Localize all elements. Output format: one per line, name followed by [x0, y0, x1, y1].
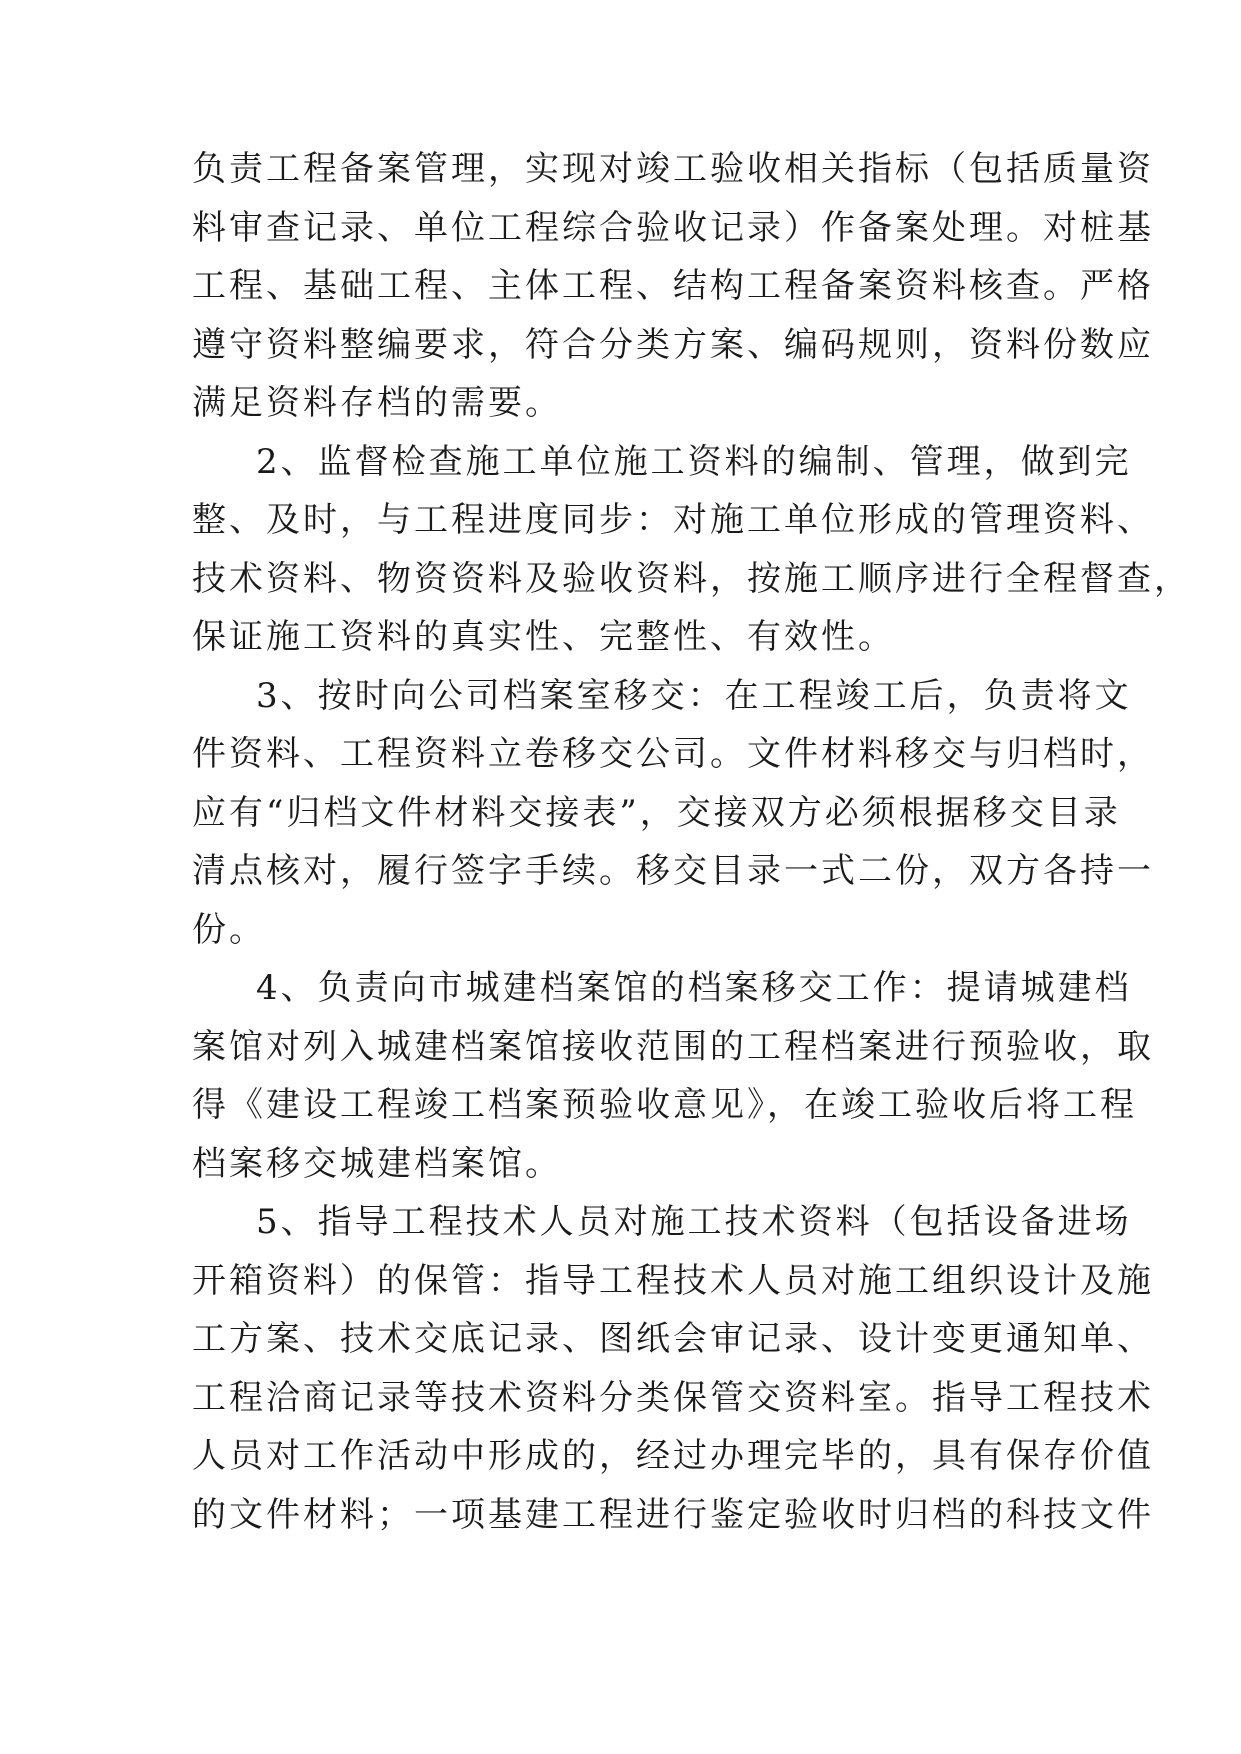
- paragraph-5-first-line: 5、指导工程技术人员对施工技术资料（包括设备进场: [256, 1202, 1132, 1242]
- paragraph-4-first-line: 4、负责向市城建档案馆的档案移交工作：提请城建档: [256, 968, 1132, 1008]
- text-line: 案馆对列入城建档案馆接收范围的工程档案进行预验收，取: [192, 1026, 1154, 1067]
- text-line: 得《建设工程竣工档案预验收意见》，在竣工验收后将工程: [192, 1085, 1137, 1125]
- text-line: 技术资料、物资资料及验收资料，按施工顺序进行全程督查，: [192, 558, 1191, 599]
- body-text: [192, 140, 1191, 1544]
- text-line: 满足资料存档的需要。: [192, 383, 562, 423]
- text-line: 料审查记录、单位工程综合验收记录）作备案处理。对桩基: [192, 207, 1154, 248]
- text-line: 人员对工作活动中形成的，经过办理完毕的，具有保存价值: [192, 1436, 1154, 1476]
- text-line: 开箱资料）的保管：指导工程技术人员对施工组织设计及施: [192, 1260, 1154, 1301]
- text-line: 清点核对，履行签字手续。移交目录一式二份，双方各持一: [192, 851, 1154, 891]
- text-line: 份。: [192, 909, 266, 950]
- text-line: 工方案、技术交底记录、图纸会审记录、设计变更通知单、: [192, 1319, 1154, 1359]
- text-line: 负责工程备案管理，实现对竣工验收相关指标（包括质量资: [192, 149, 1154, 189]
- text-line: 工程洽商记录等技术资料分类保管交资料室。指导工程技术: [192, 1377, 1154, 1418]
- text-line: 件资料、工程资料立卷移交公司。文件材料移交与归档时，: [192, 734, 1154, 774]
- text-line: 档案移交城建档案馆。: [192, 1143, 562, 1184]
- text-line: 工程、基础工程、主体工程、结构工程备案资料核查。严格: [192, 266, 1154, 306]
- text-line: 整、及时，与工程进度同步：对施工单位形成的管理资料、: [192, 500, 1154, 540]
- text-line: 应有“归档文件材料交接表”，交接双方必须根据移交目录: [192, 792, 1121, 833]
- text-line: 的文件材料；一项基建工程进行鉴定验收时归档的科技文件: [192, 1494, 1154, 1535]
- text-line: 遵守资料整编要求，符合分类方案、编码规则，资料份数应: [192, 324, 1154, 365]
- text-line: 保证施工资料的真实性、完整性、有效性。: [192, 617, 895, 657]
- paragraph-2-first-line: 2、监督检查施工单位施工资料的编制、管理，做到完: [256, 441, 1132, 482]
- paragraph-3-first-line: 3、按时向公司档案室移交：在工程竣工后，负责将文: [256, 675, 1132, 716]
